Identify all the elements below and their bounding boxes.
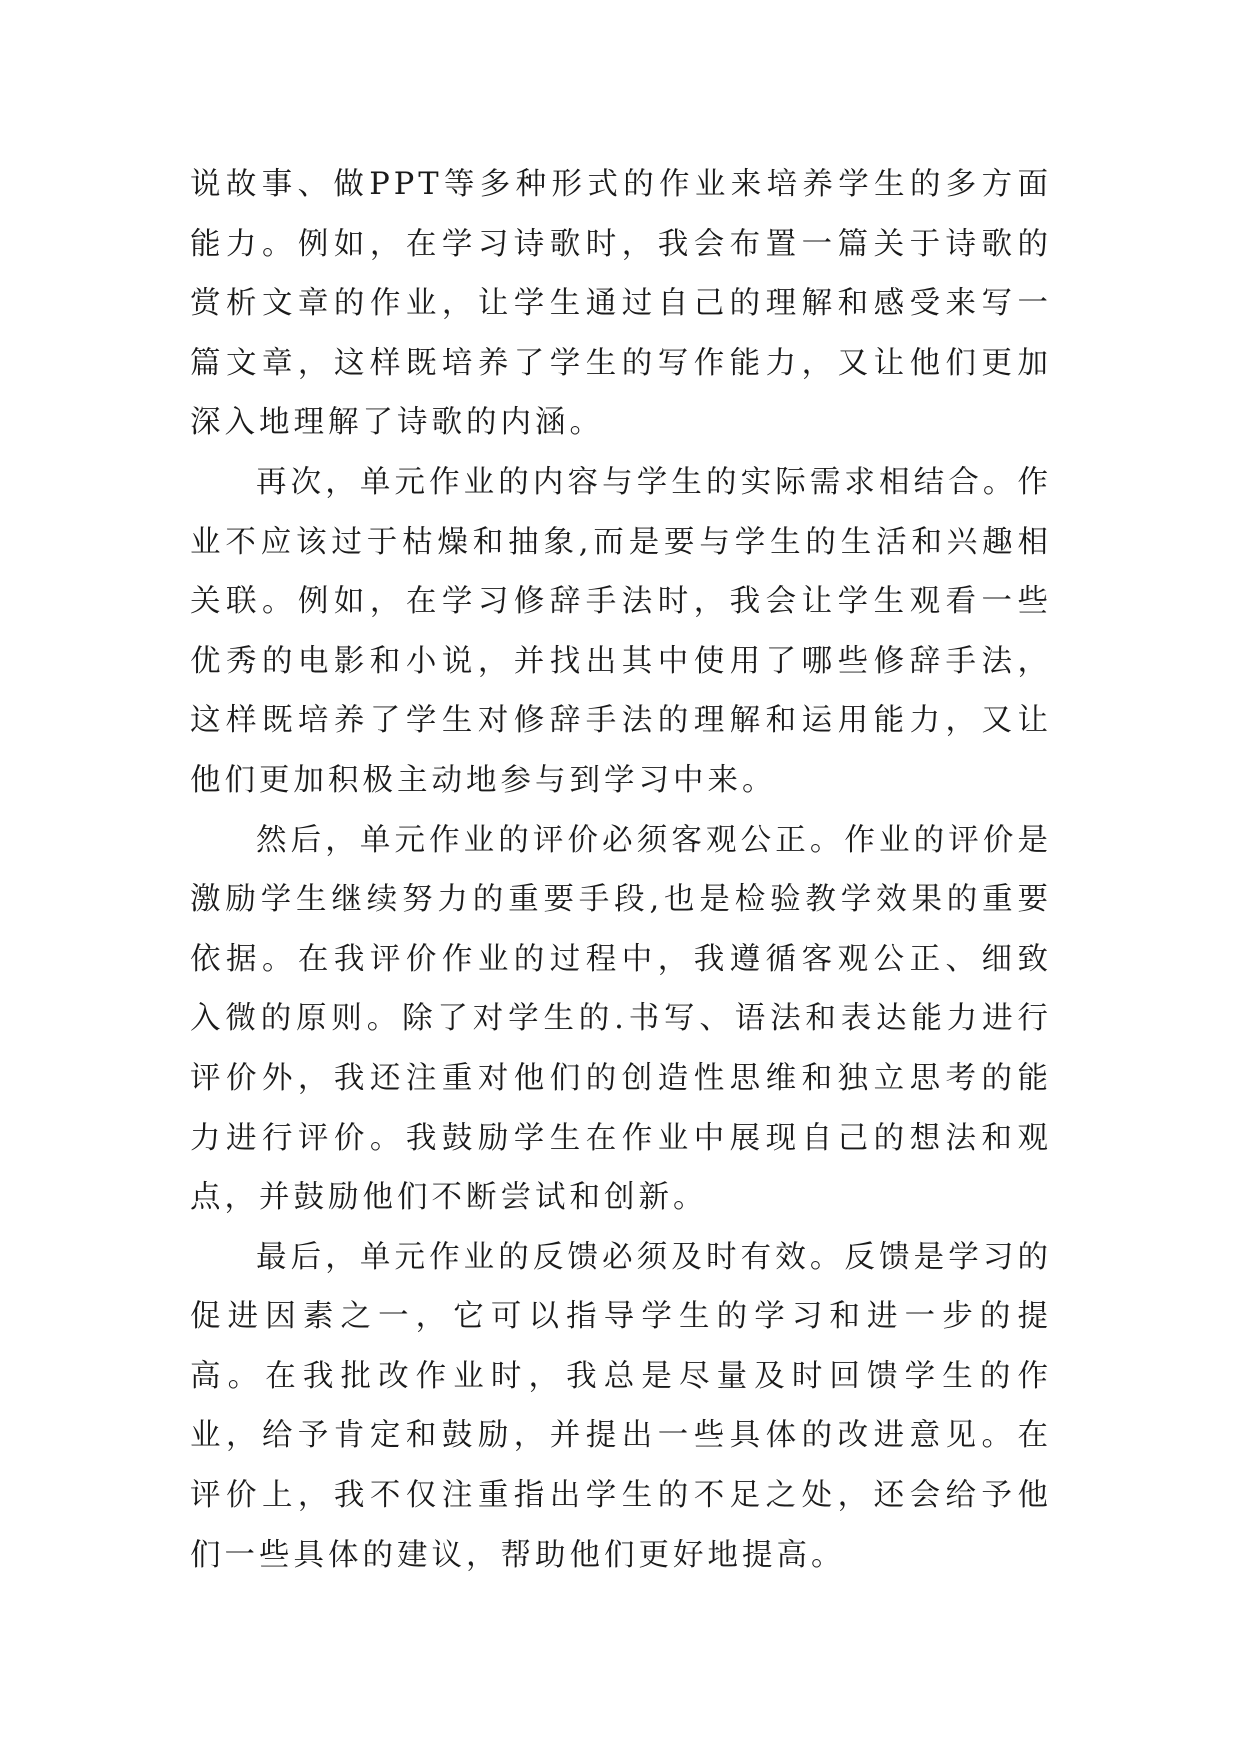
paragraph-continuation: 说故事、做PPT等多种形式的作业来培养学生的多方面能力。例如，在学习诗歌时，我会布置一篇关于诗歌的赏析文章的作业，让学生通过自己的理解和感受来写一篇文章，这样既培养了学生的写作能力，又让他们更加深入地理解了诗歌的内涵。 [190,167,1052,441]
document-page [190,155,1052,1585]
paragraph-evaluation: 然后，单元作业的评价必须客观公正。作业的评价是激励学生继续努力的重要手段,也是检验教学效果的重要依据。在我评价作业的过程中，我遵循客观公正、细致入微的原则。除了对学生的.书写、语法和表达能力进行评价外，我还注重对他们的创造性思维和独立思考的能力进行评价。我鼓励学生在作业中展现自己的想法和观点，并鼓励他们不断尝试和创新。 [190,822,1052,1216]
paragraph-feedback: 最后，单元作业的反馈必须及时有效。反馈是学习的促进因素之一，它可以指导学生的学习和进一步的提高。在我批改作业时，我总是尽量及时回馈学生的作业，给予肯定和鼓励，并提出一些具体的改进意见。在评价上，我不仅注重指出学生的不足之处，还会给予他们一些具体的建议，帮助他们更好地提高。 [190,1239,1052,1573]
paragraph-content: 再次，单元作业的内容与学生的实际需求相结合。作业不应该过于枯燥和抽象,而是要与学生的生活和兴趣相关联。例如，在学习修辞手法时，我会让学生观看一些优秀的电影和小说，并找出其中使用了哪些修辞手法，这样既培养了学生对修辞手法的理解和运用能力，又让他们更加积极主动地参与到学习中来。 [190,464,1052,798]
